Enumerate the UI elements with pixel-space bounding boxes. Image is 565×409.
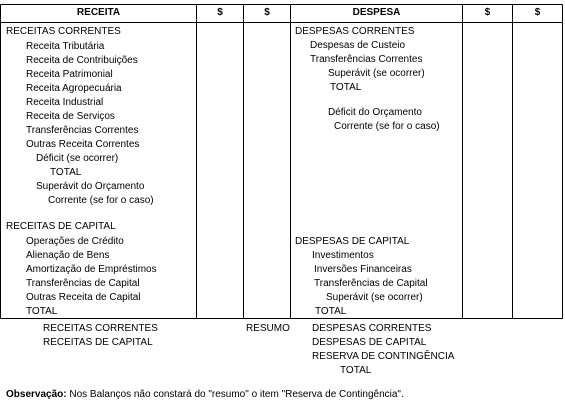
receita-item: Receita Patrimonial bbox=[26, 69, 113, 80]
receita-item: Receita de Serviços bbox=[26, 111, 115, 122]
resumo-total: TOTAL bbox=[340, 365, 372, 376]
receita-capital-item: Operações de Crédito bbox=[26, 236, 124, 247]
despesa-capital-item: Transferências de Capital bbox=[314, 278, 428, 289]
despesa-item: Transferências Correntes bbox=[310, 54, 423, 65]
despesa-item: Despesas de Custeio bbox=[310, 40, 406, 51]
deficit-label: Déficit (se ocorrer) bbox=[36, 153, 119, 164]
header-receita: RECEITA bbox=[76, 7, 121, 18]
despesa-capital-item: Inversões Financeiras bbox=[314, 264, 412, 275]
observacao-label: Observação: bbox=[6, 389, 67, 400]
header-col-a: $ bbox=[217, 7, 223, 18]
receita-item: Receita Tributária bbox=[26, 41, 105, 52]
receita-item: Receita Agropecuária bbox=[26, 83, 122, 94]
receita-item: Receita Industrial bbox=[26, 97, 104, 108]
superavit-orcamento-line2: Corrente (se for o caso) bbox=[48, 195, 154, 206]
receitas-capital-total: TOTAL bbox=[26, 306, 58, 317]
receita-capital-item: Outras Receita de Capital bbox=[26, 292, 141, 303]
receita-capital-item: Alienação de Bens bbox=[26, 250, 110, 261]
receita-item: Outras Receita Correntes bbox=[26, 139, 140, 150]
resumo-label: RESUMO bbox=[246, 323, 290, 334]
resumo-right-item: DESPESAS DE CAPITAL bbox=[312, 337, 427, 348]
despesas-capital-title: DESPESAS DE CAPITAL bbox=[295, 236, 410, 247]
resumo-left-item: RECEITAS DE CAPITAL bbox=[43, 337, 153, 348]
receitas-capital-title: RECEITAS DE CAPITAL bbox=[6, 221, 116, 232]
receita-item: Receita de Contribuições bbox=[26, 55, 138, 66]
despesas-correntes-title: DESPESAS CORRENTES bbox=[295, 26, 415, 37]
header-col-b: $ bbox=[264, 7, 270, 18]
deficit-orcamento-line2: Corrente (se for o caso) bbox=[334, 121, 440, 132]
resumo-right-item: DESPESAS CORRENTES bbox=[312, 323, 432, 334]
observacao-note bbox=[6, 389, 404, 401]
despesas-capital-total: TOTAL bbox=[315, 306, 347, 317]
header-col-d: $ bbox=[534, 7, 541, 18]
superavit-orcamento-line1: Superávit do Orçamento bbox=[36, 181, 145, 192]
header-col-c: $ bbox=[484, 7, 491, 18]
resumo-right-item: RESERVA DE CONTINGÊNCIA bbox=[312, 351, 455, 362]
receitas-correntes-title: RECEITAS CORRENTES bbox=[6, 26, 121, 37]
despesa-capital-item: Investimentos bbox=[312, 250, 374, 261]
deficit-orcamento-line1: Déficit do Orçamento bbox=[328, 107, 422, 118]
despesas-correntes-total: TOTAL bbox=[330, 82, 362, 93]
observacao-text: Nos Balanços não constará do "resumo" o item "Reserva de Contingência". bbox=[66, 389, 404, 400]
receita-capital-item: Transferências de Capital bbox=[26, 278, 140, 289]
superavit-capital-label: Superávit (se ocorrer) bbox=[326, 292, 423, 303]
receita-item: Transferências Correntes bbox=[26, 125, 139, 136]
receitas-correntes-total: TOTAL bbox=[50, 167, 82, 178]
resumo-left-item: RECEITAS CORRENTES bbox=[43, 323, 158, 334]
superavit-label: Superávit (se ocorrer) bbox=[328, 68, 425, 79]
header-despesa: DESPESA bbox=[352, 7, 401, 18]
receita-capital-item: Amortização de Empréstimos bbox=[26, 264, 157, 275]
